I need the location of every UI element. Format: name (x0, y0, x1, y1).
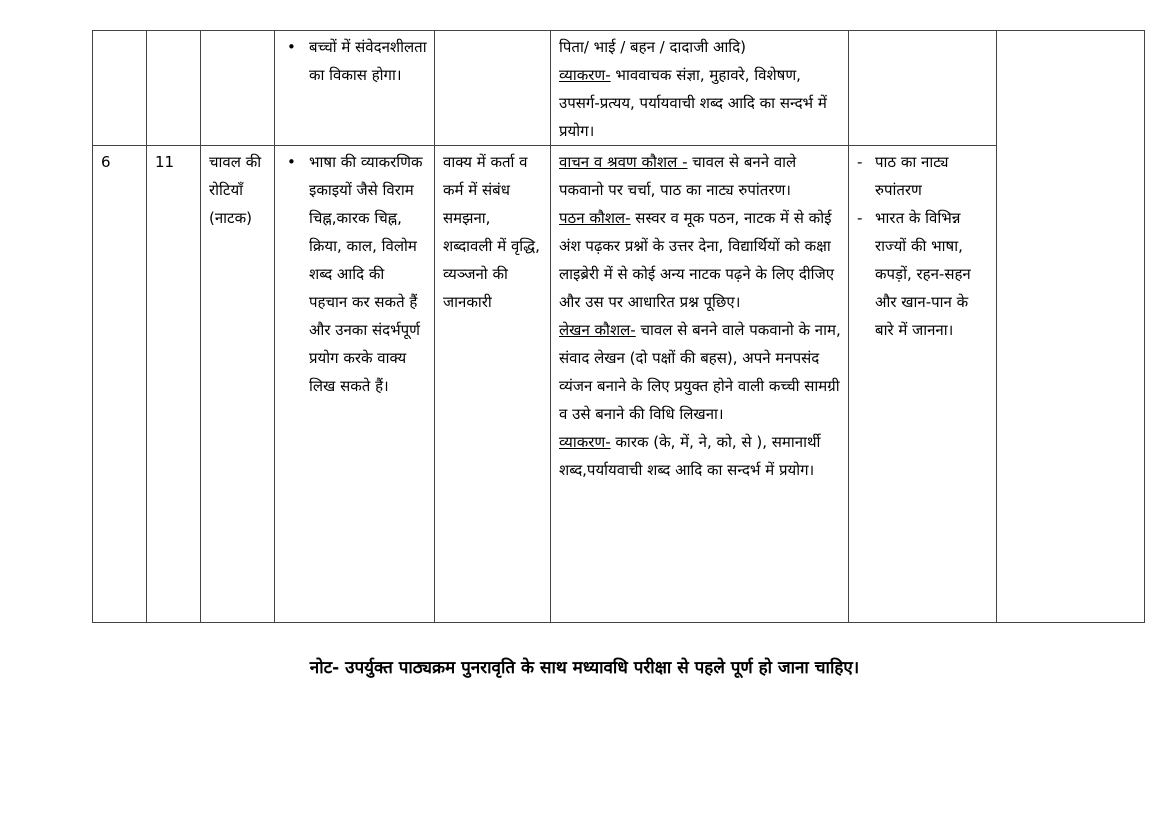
table-row (93, 146, 1145, 623)
skill-text: चावल से बनने वाले पकवानो के नाम, संवाद लेखन (दो पक्षों की बहस), अपने मनपसंद व्यंजन बनाने के लिए प्रयुक्त होने वाली कच्ची सामग्री व उसे बनाने की विधि लिखना। (559, 321, 841, 423)
skill-writing (559, 316, 841, 428)
skill-grammar (559, 428, 841, 484)
dash-marker: - (857, 209, 863, 227)
lesson-cell (201, 31, 275, 146)
period-cell (147, 31, 201, 146)
remarks-cell (997, 31, 1145, 623)
skill-listening (559, 148, 841, 204)
sno-cell: 6 (93, 146, 147, 623)
skill-label: लेखन कौशल- (559, 321, 636, 339)
list-item: • बच्चों में संवेदनशीलता का विकास होगा। (283, 33, 427, 89)
footer-note: नोट- उपर्युक्त पाठ्यक्रम पुनरावृति के साथ मध्यावधि परीक्षा से पहले पूर्ण हो जाना चाहिए। (309, 658, 860, 678)
objectives-cell (275, 31, 435, 146)
activities-cell (849, 31, 997, 146)
skill-reading (559, 204, 841, 316)
lesson-cell: चावल की रोटियाँ (नाटक) (201, 146, 275, 623)
skill-text: भाववाचक संज्ञा, मुहावरे, विशेषण, उपसर्ग-प्रत्यय, पर्यायवाची शब्द आदि का सन्दर्भ में प्रयोग। (559, 66, 827, 140)
objectives-list (283, 33, 427, 89)
syllabus-table (92, 30, 1145, 623)
skill-label: वाचन व श्रवण कौशल - (559, 153, 688, 171)
skill-grammar (559, 61, 841, 145)
list-item: • भाषा की व्याकरणिक इकाइयों जैसे विराम चिह्न,कारक चिह्न, क्रिया, काल, विलोम शब्द आदि की पहचान कर सकते हैं और उनका संदर्भपूर्ण प्रयोग करके वाक्य लिख सकते हैं। (283, 148, 427, 400)
skills-cell (551, 31, 849, 146)
objectives-cell (275, 146, 435, 623)
skill-text: चावल से बनने वाले पकवानो पर चर्चा, पाठ का नाट्य रुपांतरण। (559, 153, 797, 199)
grammar-cell (435, 31, 551, 146)
grammar-cell: वाक्य में कर्ता व कर्म में संबंध समझना, शब्दावली में वृद्धि, व्यञ्जनो की जानकारी (435, 146, 551, 623)
period-cell: 11 (147, 146, 201, 623)
list-item (857, 148, 989, 204)
skills-cell (551, 146, 849, 623)
table-row (93, 31, 1145, 146)
skill-label: व्याकरण- (559, 433, 611, 451)
skill-label: व्याकरण- (559, 66, 611, 84)
activities-cell (849, 146, 997, 623)
skill-text: कारक (के, में, ने, को, से ), समानार्थी शब्द,पर्यायवाची शब्द आदि का सन्दर्भ में प्रयोग। (559, 433, 821, 479)
skill-text: पिता/ भाई / बहन / दादाजी आदि) (559, 38, 747, 56)
skill-text: सस्वर व मूक पठन, नाटक में से कोई अंश पढ़कर प्रश्नों के उत्तर देना, विद्यार्थियों को कक्षा लाइब्रेरी में से कोई अन्य नाटक पढ़ने के लिए दीजिए और उस पर आधारित प्रश्न पूछिए। (559, 209, 834, 311)
activity-text: भारत के विभिन्न राज्यों की भाषा, कपड़ों, रहन-सहन और खान-पान के बारे में जानना। (875, 209, 971, 339)
list-item (857, 204, 989, 344)
dash-marker: - (857, 153, 863, 171)
sno-cell (93, 31, 147, 146)
skill-label: पठन कौशल- (559, 209, 631, 227)
objectives-list (283, 148, 427, 400)
activity-text: पाठ का नाट्य रुपांतरण (875, 153, 949, 199)
